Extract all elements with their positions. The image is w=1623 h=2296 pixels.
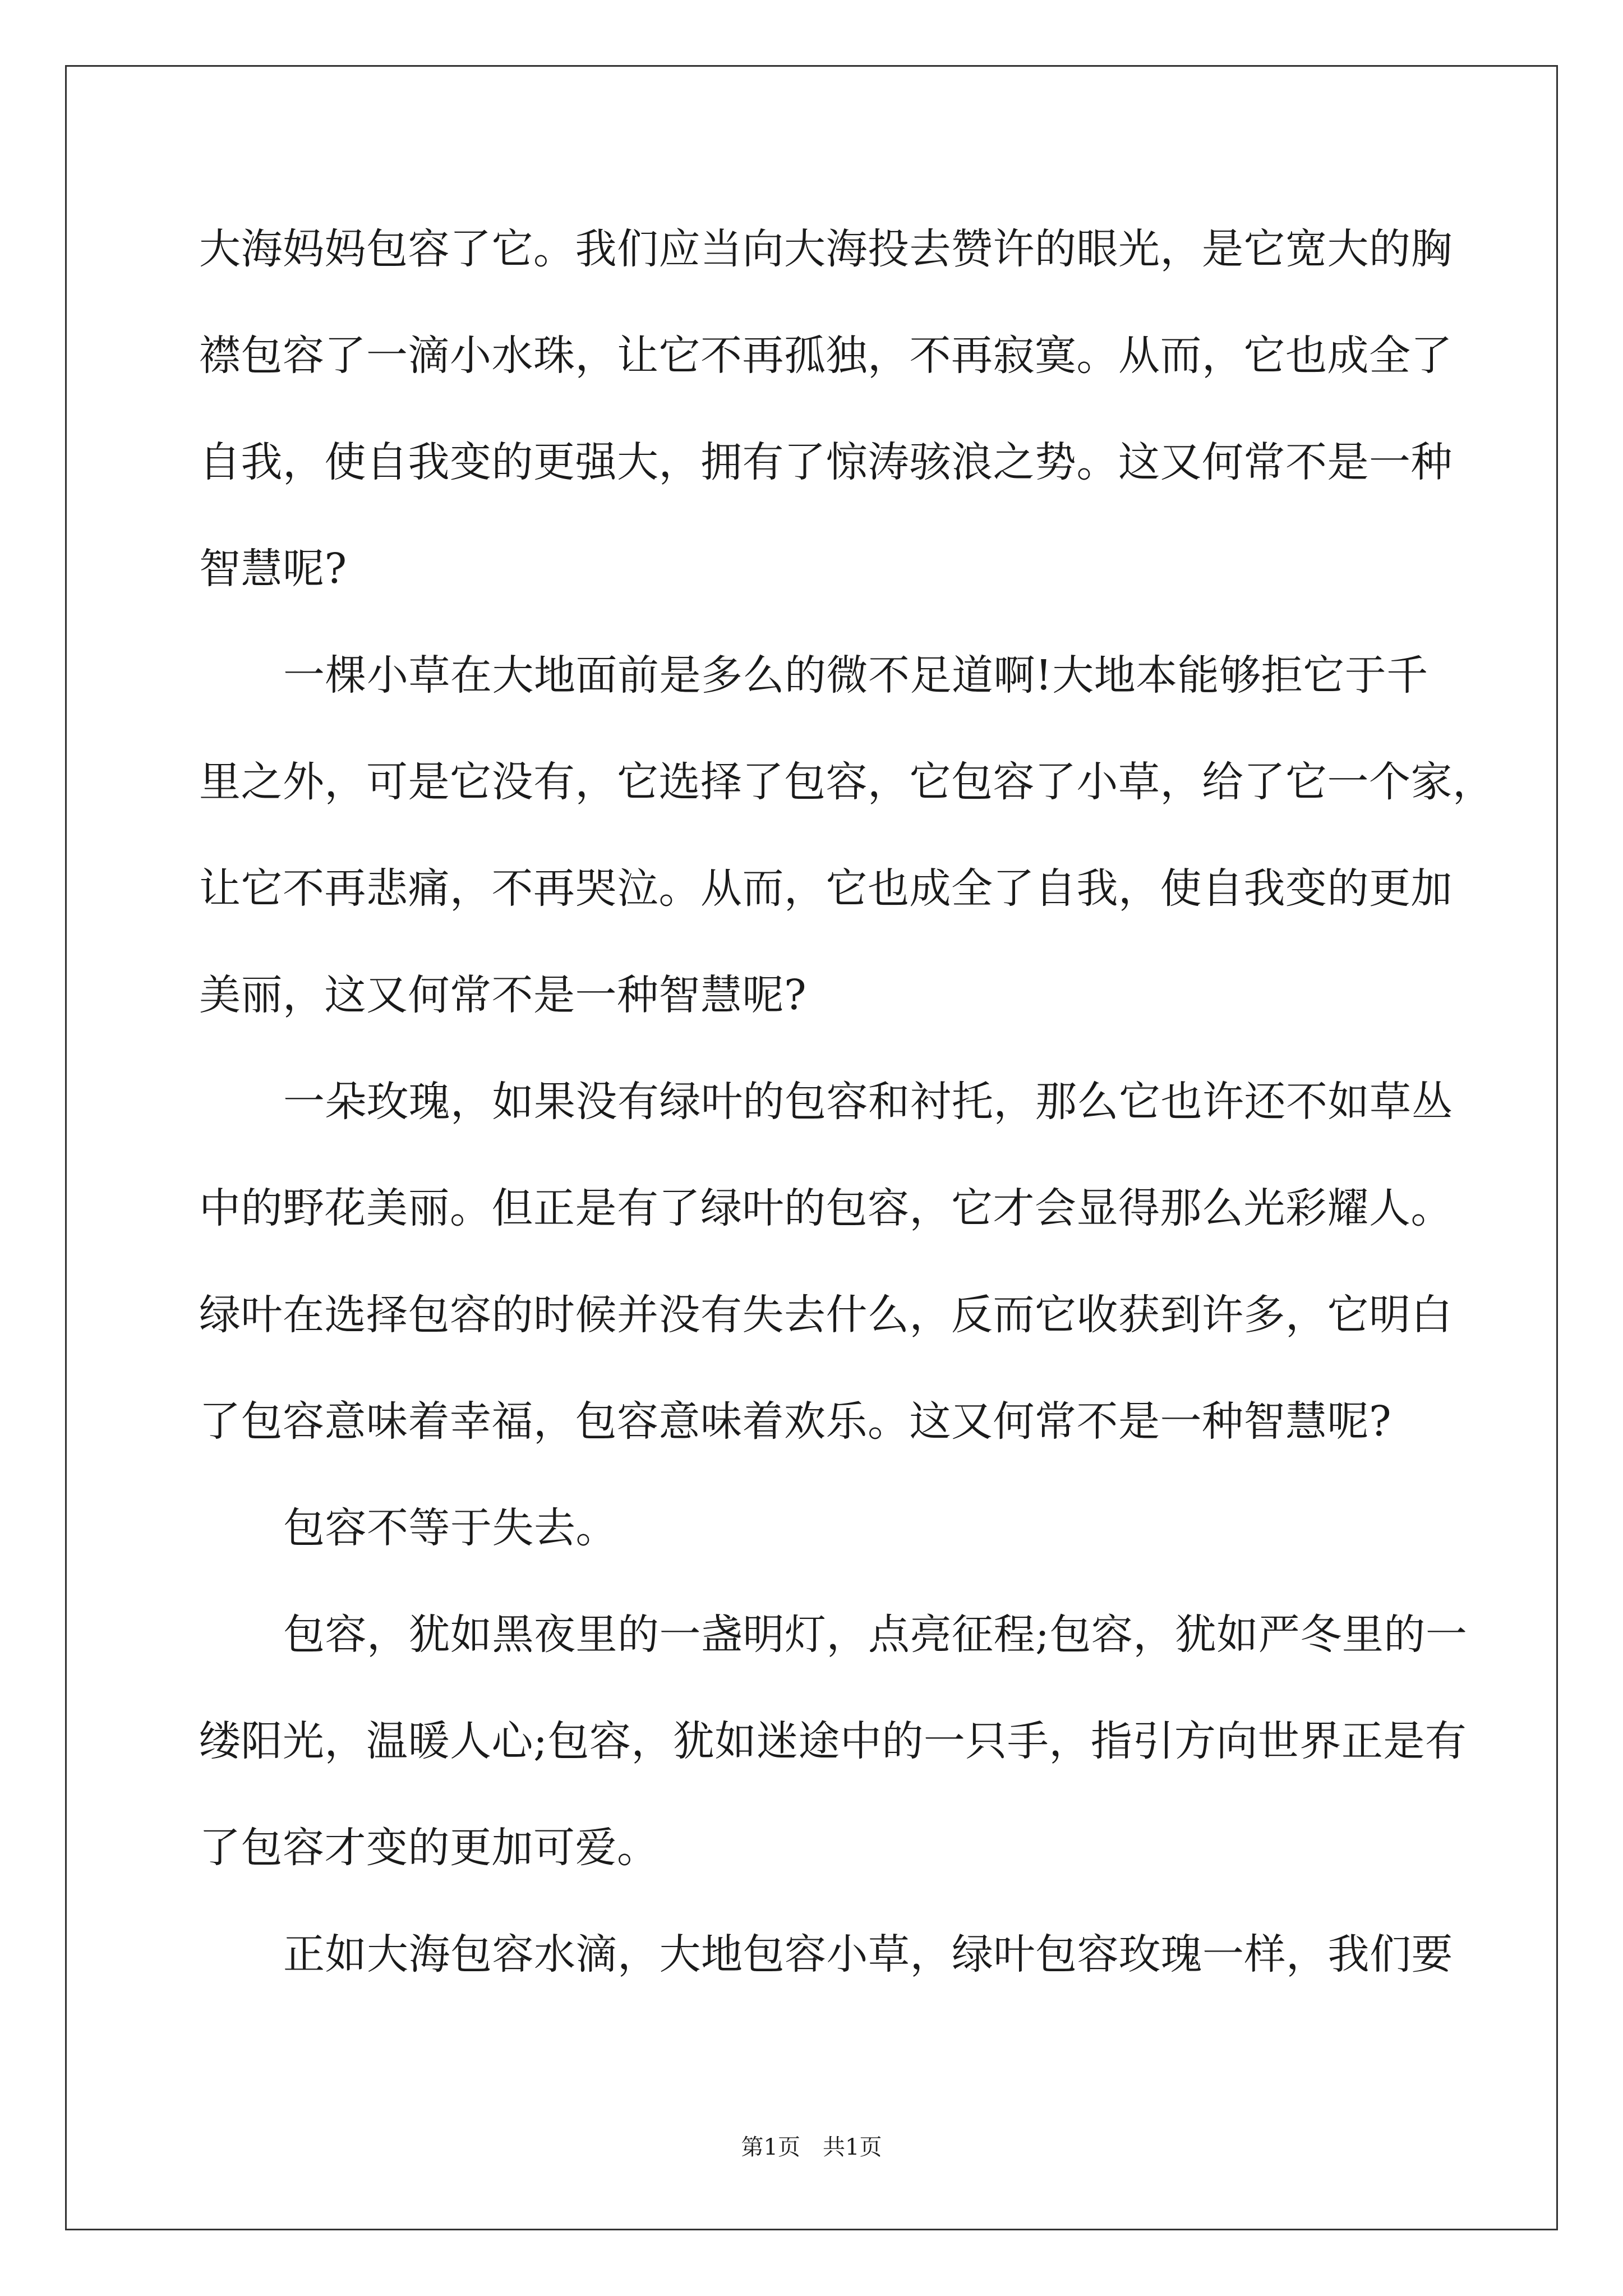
text-line: 大海妈妈包容了它。我们应当向大海投去赞许的眼光，是它宽大的胸 [199,225,1453,273]
text-line: 绿叶在选择包容的时候并没有失去什么，反而它收获到许多，它明白 [199,1291,1453,1339]
text-line: 让它不再悲痛，不再哭泣。从而，它也成全了自我，使自我变的更加 [199,864,1453,913]
text-line: 美丽，这又何常不是一种智慧呢? [199,971,807,1019]
paragraph-first-line: 一朵玫瑰，如果没有绿叶的包容和衬托，那么它也许还不如草丛 [283,1078,1453,1126]
paragraph-first-line: 包容，犹如黑夜里的一盏明灯，点亮征程;包容，犹如严冬里的一 [283,1611,1468,1659]
text-line: 襟包容了一滴小水珠，让它不再孤独，不再寂寞。从而，它也成全了 [199,332,1453,380]
text-line: 缕阳光，温暖人心;包容，犹如迷途中的一只手，指引方向世界正是有 [199,1717,1467,1765]
text-line: 自我，使自我变的更强大，拥有了惊涛骇浪之势。这又何常不是一种 [199,438,1453,486]
paragraph-first-line: 一棵小草在大地面前是多么的微不足道啊!大地本能够拒它于千 [283,651,1428,700]
text-line: 里之外，可是它没有，它选择了包容，它包容了小草，给了它一个家， [199,758,1495,806]
text-line: 智慧呢? [199,545,347,593]
text-line: 了包容才变的更加可爱。 [199,1824,659,1872]
paragraph-first-line: 包容不等于失去。 [283,1504,617,1552]
paragraph-first-line: 正如大海包容水滴，大地包容小草，绿叶包容玫瑰一样，我们要 [283,1930,1453,1978]
text-line: 了包容意味着幸福，包容意味着欢乐。这又何常不是一种智慧呢? [199,1397,1392,1446]
page-footer: 第1页 共1页 [741,2134,882,2160]
page-border [65,65,1558,2230]
text-line: 中的野花美丽。但正是有了绿叶的包容，它才会显得那么光彩耀人。 [199,1184,1453,1232]
